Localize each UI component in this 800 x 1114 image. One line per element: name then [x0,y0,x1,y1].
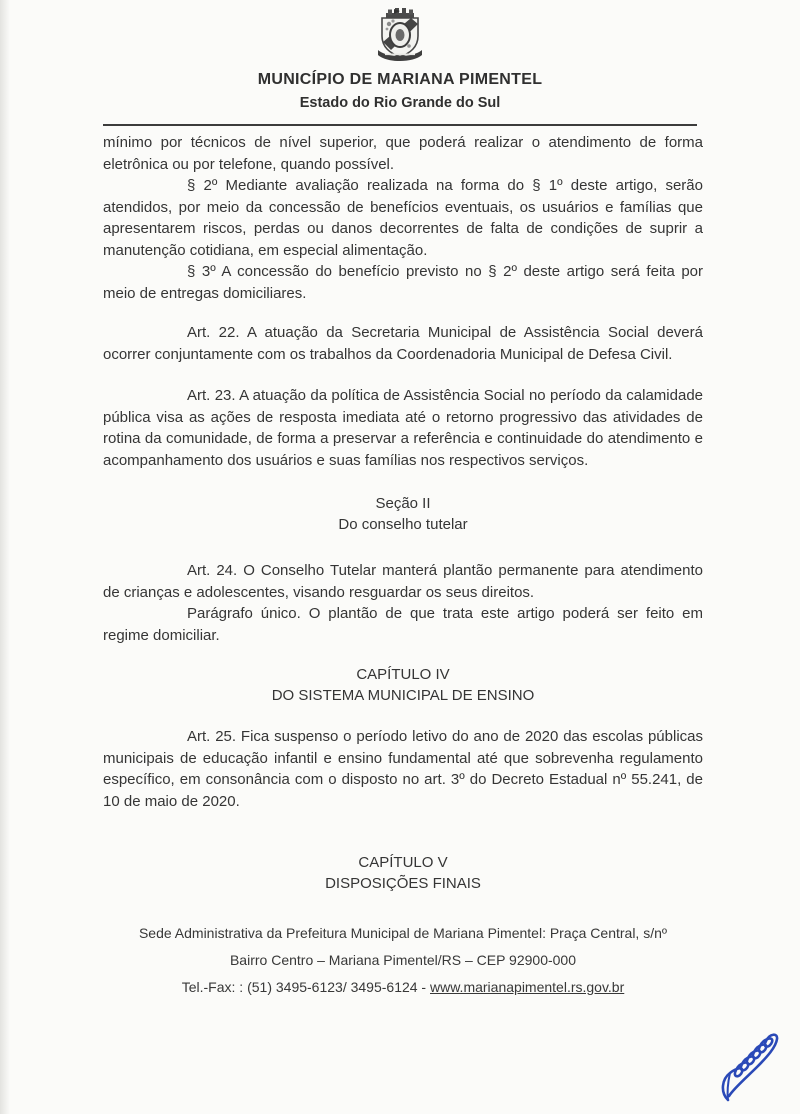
municipality-title: MUNICÍPIO DE MARIANA PIMENTEL [257,71,543,88]
footer-contact [103,974,703,1001]
footer-address: Sede Administrativa da Prefeitura Municipal de Mariana Pimentel: Praça Central, s/nº [138,925,668,941]
coat-of-arms-icon [369,6,431,62]
signature-scribble-icon [714,1026,790,1108]
chapter-4-title: CAPÍTULO IV [356,666,450,683]
section-2-subtitle: Do conselho tutelar [338,516,468,533]
chapter-4-subtitle: DO SISTEMA MUNICIPAL DE ENSINO [271,687,535,704]
chapter-4-heading [103,664,703,706]
article-22: Art. 22. A atuação da Secretaria Municipal de Assistência Social deverá ocorrer conjuntamente com os trabalhos da Coordenadoria Municipal de Defesa Civil. [103,324,703,363]
footer-district: Bairro Centro – Mariana Pimentel/RS – CEP 92900-000 [229,952,577,968]
document-body [103,132,703,1001]
chapter-5-title: CAPÍTULO V [358,854,448,871]
section-2-heading [103,493,703,535]
state-subtitle: Estado do Rio Grande do Sul [299,95,501,111]
document-header [0,0,800,111]
paragraph-3: § 3º A concessão do benefício previsto no § 2º deste artigo será feita por meio de entregas domiciliares. [103,263,703,302]
chapter-5-subtitle: DISPOSIÇÕES FINAIS [325,875,481,892]
document-footer [103,920,703,1001]
section-2-title: Seção II [375,495,431,512]
article-25: Art. 25. Fica suspenso o período letivo do ano de 2020 das escolas públicas municipais de educação infantil e ensino fundamental até que sobrevenha regulamento específico, em consonância com o disposto no art. 3º do Decreto Estadual nº 55.241, de 10 de maio de 2020. [103,728,703,810]
paragraph-continuation: mínimo por técnicos de nível superior, que poderá realizar o atendimento de forma eletrônica ou por telefone, quando possível. [103,134,703,173]
chapter-5-heading [103,852,703,894]
paragraph-2: § 2º Mediante avaliação realizada na forma do § 1º deste artigo, serão atendidos, por meio da concessão de benefícios eventuais, os usuários e famílias que apresentarem riscos, perdas ou danos decorrentes de falta de condições de suprir a manutenção cotidiana, em especial alimentação. [103,177,703,259]
sole-paragraph: Parágrafo único. O plantão de que trata este artigo poderá ser feito em regime domiciliar. [103,605,703,644]
footer-phone: Tel.-Fax: : (51) 3495-6123/ 3495-6124 - [181,979,430,995]
article-24: Art. 24. O Conselho Tutelar manterá plantão permanente para atendimento de crianças e adolescentes, visando resguardar os seus direitos. [103,562,703,601]
footer-website-link: www.marianapimentel.rs.gov.br [430,979,625,995]
header-divider-line [103,124,697,126]
article-23: Art. 23. A atuação da política de Assistência Social no período da calamidade pública visa as ações de resposta imediata até o retorno progressivo das atividades de rotina da comunidade, de forma a preservar a referência e continuidade do atendimento e acompanhamento dos usuários e suas famílias nos respectivos serviços. [103,387,703,469]
